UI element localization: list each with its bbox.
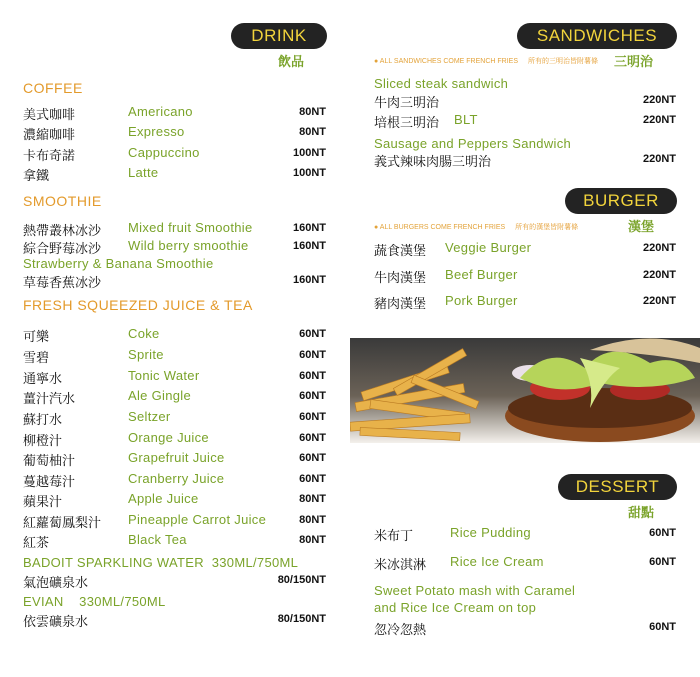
item-name-en: BLT bbox=[454, 112, 478, 127]
item-name-en: Cranberry Juice bbox=[128, 471, 225, 486]
water-heading: EVIAN 330ML/750ML bbox=[23, 594, 166, 609]
item-name-zh: 義式辣味肉腸三明治 bbox=[374, 155, 492, 170]
item-name-en: Apple Juice bbox=[128, 491, 199, 506]
item-name-en: Grapefruit Juice bbox=[128, 450, 225, 465]
item-name-en: Strawberry & Banana Smoothie bbox=[23, 256, 214, 271]
sandwiches-note-zh: 所有的三明治皆附薯條 bbox=[528, 58, 598, 65]
menu-item bbox=[23, 104, 328, 124]
menu-item bbox=[374, 267, 678, 287]
sandwiches-title-pill bbox=[517, 23, 677, 49]
sandwiches-subtitle: 三明治 bbox=[614, 55, 654, 70]
item-price: 80/150NT bbox=[277, 613, 326, 625]
sandwiches-title: SANDWICHES bbox=[536, 26, 658, 45]
item-price: 220NT bbox=[642, 114, 676, 126]
item-name-zh: 通寧水 bbox=[23, 372, 63, 387]
menu-item bbox=[23, 430, 328, 450]
item-name-zh: 蔬食漢堡 bbox=[374, 244, 427, 259]
item-name-en: Beef Burger bbox=[445, 267, 518, 282]
item-price: 80NT bbox=[299, 126, 326, 138]
menu-item bbox=[23, 238, 328, 258]
item-name-zh: 牛肉漢堡 bbox=[374, 271, 427, 286]
item-name-zh: 米布丁 bbox=[374, 529, 414, 544]
juice-heading: FRESH SQUEEZED JUICE & TEA bbox=[23, 297, 253, 313]
item-name-en: Wild berry smoothie bbox=[128, 238, 249, 253]
burger-note-zh: 所有的漢堡皆附薯條 bbox=[515, 224, 579, 231]
item-price: 60NT bbox=[299, 328, 326, 340]
burger-subtitle: 漢堡 bbox=[628, 220, 655, 235]
burger-title-pill bbox=[565, 188, 677, 214]
item-name-zh: 豬肉漢堡 bbox=[374, 297, 427, 312]
item-name-en: Sliced steak sandwich bbox=[374, 76, 509, 91]
menu-item bbox=[23, 512, 328, 532]
drink-title: DRINK bbox=[251, 26, 307, 45]
item-price: 220NT bbox=[642, 94, 676, 106]
menu-item bbox=[374, 240, 678, 260]
item-price: 220NT bbox=[642, 153, 676, 165]
item-name-en: Black Tea bbox=[128, 532, 187, 547]
menu-item bbox=[23, 611, 328, 631]
menu-item bbox=[23, 347, 328, 367]
item-price: 60NT bbox=[299, 390, 326, 402]
item-price: 80NT bbox=[299, 534, 326, 546]
item-name-zh: 蘋果汁 bbox=[23, 495, 63, 510]
menu-item bbox=[23, 450, 328, 470]
item-name-en: Ale Gingle bbox=[128, 388, 191, 403]
item-name-en: Mixed fruit Smoothie bbox=[128, 220, 253, 235]
item-name-en: Sausage and Peppers Sandwich bbox=[374, 136, 572, 151]
menu-item bbox=[23, 388, 328, 408]
item-name-zh: 綜合野莓冰沙 bbox=[23, 242, 102, 257]
item-price: 160NT bbox=[292, 274, 326, 286]
menu-item bbox=[23, 368, 328, 388]
menu-item bbox=[374, 112, 678, 132]
menu-item bbox=[374, 554, 678, 574]
menu-item bbox=[23, 326, 328, 346]
item-name-zh: 雪碧 bbox=[23, 351, 50, 366]
item-name-zh: 蔓越莓汁 bbox=[23, 475, 76, 490]
item-name-en: Expresso bbox=[128, 124, 185, 139]
item-name-zh: 忽冷忽熱 bbox=[374, 623, 427, 638]
item-name-zh: 米冰淇淋 bbox=[374, 558, 427, 573]
item-name-zh: 美式咖啡 bbox=[23, 108, 76, 123]
item-name-zh: 蘇打水 bbox=[23, 413, 63, 428]
menu-item bbox=[23, 491, 328, 511]
menu-item bbox=[23, 220, 328, 240]
item-price: 60NT bbox=[299, 370, 326, 382]
item-price: 220NT bbox=[642, 295, 676, 307]
dessert-subtitle: 甜點 bbox=[628, 506, 655, 521]
item-name-en: Cappuccino bbox=[128, 145, 200, 160]
menu-item bbox=[374, 92, 678, 112]
smoothie-heading: SMOOTHIE bbox=[23, 193, 102, 209]
item-price: 80NT bbox=[299, 514, 326, 526]
item-price: 60NT bbox=[299, 349, 326, 361]
drink-title-pill bbox=[231, 23, 327, 49]
item-name-en: Sprite bbox=[128, 347, 164, 362]
menu-item bbox=[374, 525, 678, 545]
item-price: 220NT bbox=[642, 269, 676, 281]
item-price: 80NT bbox=[299, 106, 326, 118]
item-name-zh: 可樂 bbox=[23, 330, 50, 345]
item-name-zh: 牛肉三明治 bbox=[374, 96, 440, 111]
menu-item bbox=[23, 572, 328, 592]
dessert-title-pill bbox=[558, 474, 677, 500]
item-price: 60NT bbox=[299, 432, 326, 444]
menu-item bbox=[23, 145, 328, 165]
item-name-en: Seltzer bbox=[128, 409, 171, 424]
menu-item bbox=[23, 124, 328, 144]
item-name-zh: 熱帶叢林冰沙 bbox=[23, 224, 102, 239]
menu-item bbox=[23, 272, 328, 292]
item-price: 60NT bbox=[299, 411, 326, 423]
item-price: 160NT bbox=[292, 222, 326, 234]
menu-item bbox=[374, 619, 678, 639]
item-name-zh: 紅茶 bbox=[23, 536, 50, 551]
item-price: 60NT bbox=[649, 556, 676, 568]
menu-item bbox=[23, 409, 328, 429]
item-name-en: Pineapple Carrot Juice bbox=[128, 512, 267, 527]
burger-note bbox=[374, 222, 578, 232]
item-name-zh: 拿鐵 bbox=[23, 169, 50, 184]
item-price: 80NT bbox=[299, 493, 326, 505]
item-price: 60NT bbox=[649, 527, 676, 539]
item-name-zh: 濃縮咖啡 bbox=[23, 128, 76, 143]
dessert-title: DESSERT bbox=[575, 477, 660, 496]
water-heading: BADOIT SPARKLING WATER 330ML/750ML bbox=[23, 555, 299, 570]
item-name-zh: 草莓香蕉冰沙 bbox=[23, 276, 102, 291]
item-name-en: Orange Juice bbox=[128, 430, 209, 445]
burger-note-en: ● ALL BURGERS COME FRENCH FRIES bbox=[374, 224, 506, 231]
drink-subtitle: 飲品 bbox=[278, 55, 305, 70]
item-name-zh: 卡布奇諾 bbox=[23, 149, 76, 164]
item-name-zh: 氣泡礦泉水 bbox=[23, 576, 89, 591]
item-price: 60NT bbox=[649, 621, 676, 633]
sandwiches-note-en: ● ALL SANDWICHES COME FRENCH FRIES bbox=[374, 58, 518, 65]
item-name-en: Americano bbox=[128, 104, 193, 119]
item-name-en: Rice Ice Cream bbox=[450, 554, 544, 569]
item-name-zh: 柳橙汁 bbox=[23, 434, 63, 449]
menu-item bbox=[374, 293, 678, 313]
item-name-en: Sweet Potato mash with Caramel bbox=[374, 583, 576, 598]
item-name-zh: 葡萄柚汁 bbox=[23, 454, 76, 469]
burger-title: BURGER bbox=[583, 191, 659, 210]
item-name-en: Rice Pudding bbox=[450, 525, 531, 540]
item-name-zh: 紅蘿蔔鳳梨汁 bbox=[23, 516, 102, 531]
item-price: 80/150NT bbox=[277, 574, 326, 586]
item-name-zh: 依雲礦泉水 bbox=[23, 615, 89, 630]
burger-fries-illustration bbox=[350, 338, 700, 443]
menu-item bbox=[374, 151, 678, 171]
item-name-en: Coke bbox=[128, 326, 160, 341]
burger-fries-photo bbox=[350, 338, 700, 443]
item-name-en: Pork Burger bbox=[445, 293, 518, 308]
coffee-heading: COFFEE bbox=[23, 80, 83, 96]
item-name-en: Tonic Water bbox=[128, 368, 200, 383]
item-price: 220NT bbox=[642, 242, 676, 254]
menu-item bbox=[23, 165, 328, 185]
item-price: 160NT bbox=[292, 240, 326, 252]
item-price: 60NT bbox=[299, 473, 326, 485]
item-name-zh: 培根三明治 bbox=[374, 116, 440, 131]
menu-item bbox=[23, 532, 328, 552]
item-name-en: Veggie Burger bbox=[445, 240, 532, 255]
sandwiches-note bbox=[374, 56, 598, 66]
item-name-en: and Rice Ice Cream on top bbox=[374, 600, 537, 615]
item-price: 100NT bbox=[292, 167, 326, 179]
item-price: 60NT bbox=[299, 452, 326, 464]
item-price: 100NT bbox=[292, 147, 326, 159]
item-name-zh: 薑汁汽水 bbox=[23, 392, 76, 407]
menu-item bbox=[23, 471, 328, 491]
item-name-en: Latte bbox=[128, 165, 159, 180]
